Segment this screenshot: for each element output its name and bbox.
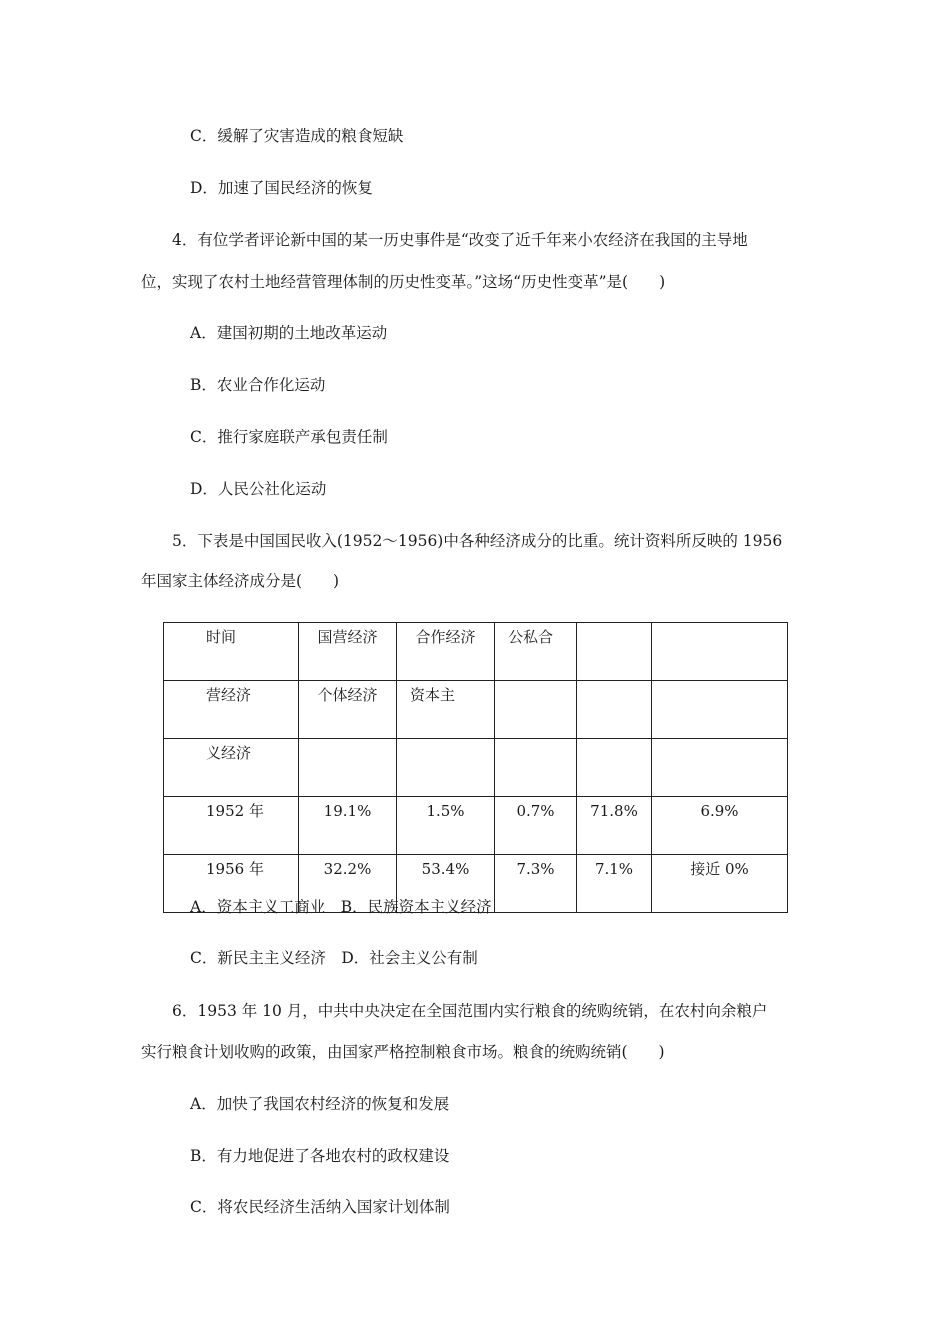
table-cell: 营经济 [164,681,299,739]
table-cell: 7.1% [577,855,652,913]
q4-option-a: A．建国初期的土地改革运动 [190,324,388,342]
table-cell: 53.4% [397,855,495,913]
table-cell: 义经济 [164,739,299,797]
q4-option-d: D．人民公社化运动 [190,480,327,498]
table-cell: 0.7% [495,797,577,855]
table-cell: 1956 年 [164,855,299,913]
table-cell: 资本主 [397,681,495,739]
q5-options-line2: C．新民主主义经济 D．社会主义公有制 [190,949,478,967]
table-cell [652,623,788,681]
table-cell: 1.5% [397,797,495,855]
q5-stem-line1: 5．下表是中国国民收入(1952～1956)中各种经济成分的比重。统计资料所反映的 1956 [172,532,783,550]
q6-stem-line1: 6．1953 年 10 月，中共中央决定在全国范围内实行粮食的统购统销，在农村向余粮户 [172,1002,768,1020]
q4-option-b: B．农业合作化运动 [190,376,326,394]
table-cell [577,623,652,681]
table-cell: 公私合 [495,623,577,681]
table-cell [397,739,495,797]
q4-stem-line2: 位，实现了农村土地经营管理体制的历史性变革。”这场“历史性变革”是( ) [141,273,666,291]
table-cell: 接近 0% [652,855,788,913]
q5-options-line1: A．资本主义工商业 B．民族资本主义经济 [190,898,492,916]
table-cell: 合作经济 [397,623,495,681]
table-cell: 71.8% [577,797,652,855]
table-cell: 7.3% [495,855,577,913]
q6-option-c: C．将农民经济生活纳入国家计划体制 [190,1198,450,1216]
q3-option-d: D．加速了国民经济的恢复 [190,179,373,197]
q6-stem-line2: 实行粮食计划收购的政策，由国家严格控制粮食市场。粮食的统购统销( ) [141,1043,665,1061]
table-header-row [164,681,788,739]
table-cell: 32.2% [299,855,397,913]
table-cell: 1952 年 [164,797,299,855]
q4-stem-line1: 4．有位学者评论新中国的某一历史事件是“改变了近千年来小农经济在我国的主导地 [172,231,748,249]
table-cell [577,681,652,739]
q6-option-b: B．有力地促进了各地农村的政权建设 [190,1147,450,1165]
table-cell: 时间 [164,623,299,681]
q5-stem-line2: 年国家主体经济成分是( ) [141,572,340,590]
table-header-row [164,739,788,797]
table-cell [577,739,652,797]
table-cell: 6.9% [652,797,788,855]
table-row [164,797,788,855]
q3-option-c: C．缓解了灾害造成的粮食短缺 [190,127,404,145]
table-cell [299,739,397,797]
table-cell [652,739,788,797]
q4-option-c: C．推行家庭联产承包责任制 [190,428,388,446]
table-cell: 19.1% [299,797,397,855]
economy-share-table [163,622,788,913]
table-cell: 国营经济 [299,623,397,681]
table-cell [495,739,577,797]
table-header-row [164,623,788,681]
table-cell [495,681,577,739]
table-cell: 个体经济 [299,681,397,739]
q6-option-a: A．加快了我国农村经济的恢复和发展 [190,1095,450,1113]
table-cell [652,681,788,739]
